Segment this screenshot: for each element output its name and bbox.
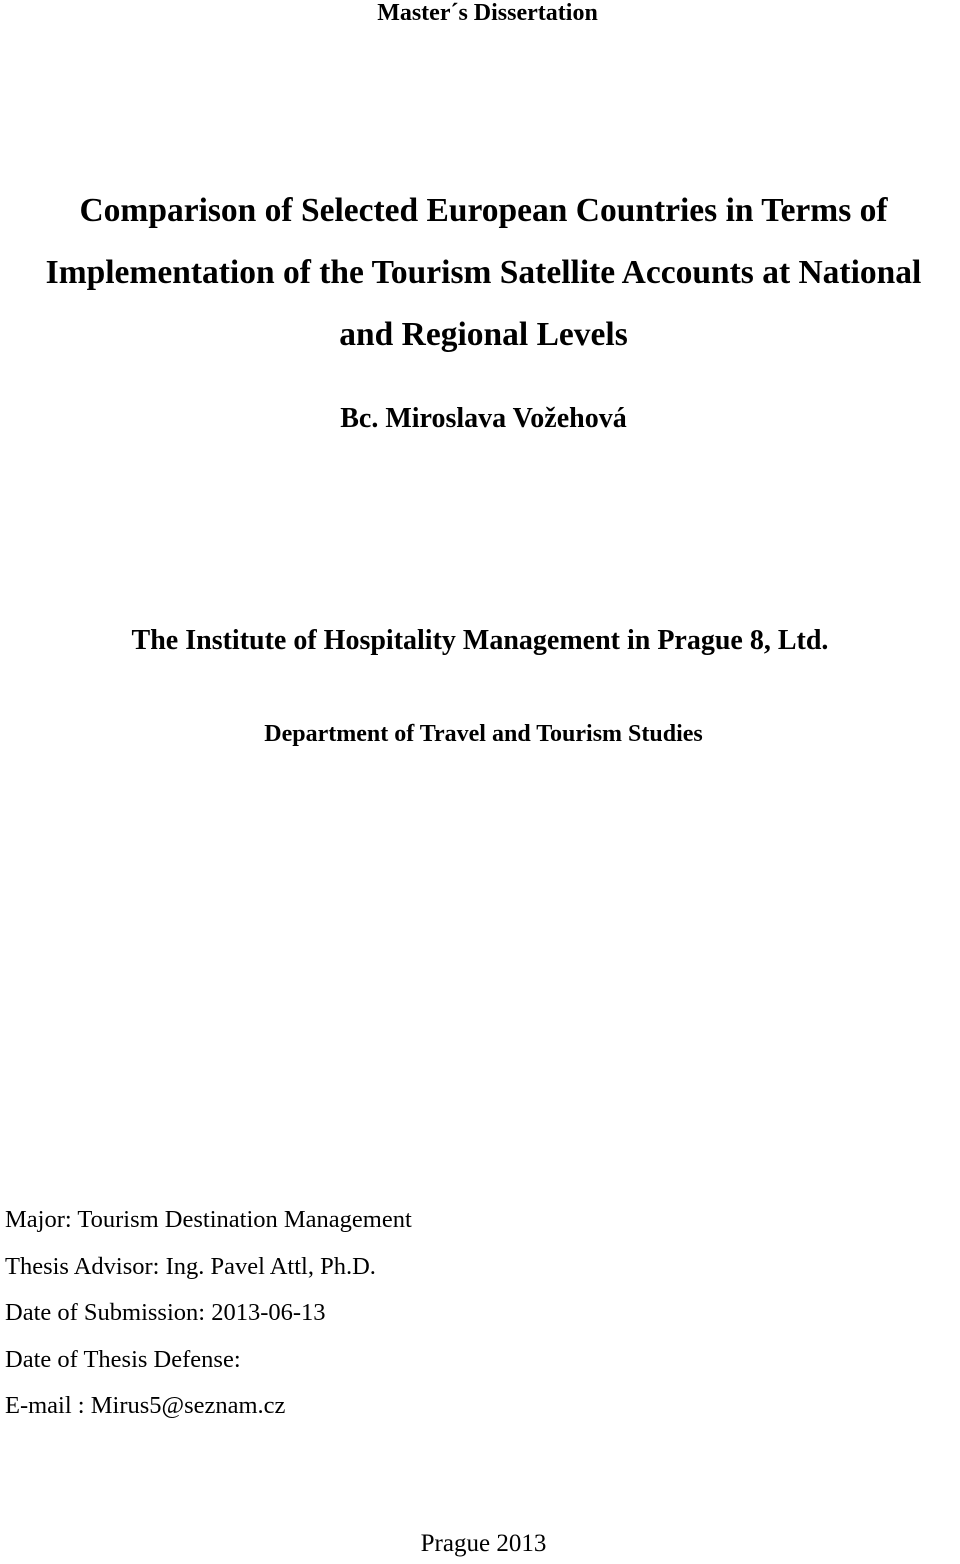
submission-date-line: Date of Submission: 2013-06-13 bbox=[5, 1299, 326, 1327]
defense-date-line: Date of Thesis Defense: bbox=[5, 1345, 241, 1373]
department-name: Department of Travel and Tourism Studies bbox=[264, 721, 703, 747]
place-and-year: Prague 2013 bbox=[420, 1530, 547, 1557]
thesis-title-line: and Regional Levels bbox=[339, 316, 628, 353]
major-line: Major: Tourism Destination Management bbox=[5, 1206, 412, 1233]
document-type-header: Master´s Dissertation bbox=[377, 0, 598, 26]
thesis-title-line: Comparison of Selected European Countries in Terms of bbox=[79, 192, 888, 229]
author-name: Bc. Miroslava Vožehová bbox=[340, 403, 627, 434]
institution-name: The Institute of Hospitality Management in Prague 8, Ltd. bbox=[131, 625, 829, 656]
advisor-line: Thesis Advisor: Ing. Pavel Attl, Ph.D. bbox=[5, 1252, 376, 1280]
thesis-title-line: Implementation of the Tourism Satellite Accounts at National bbox=[45, 254, 922, 291]
thesis-details bbox=[5, 1197, 412, 1430]
thesis-title bbox=[0, 180, 960, 366]
email-line: E-mail : Mirus5@seznam.cz bbox=[5, 1392, 286, 1420]
